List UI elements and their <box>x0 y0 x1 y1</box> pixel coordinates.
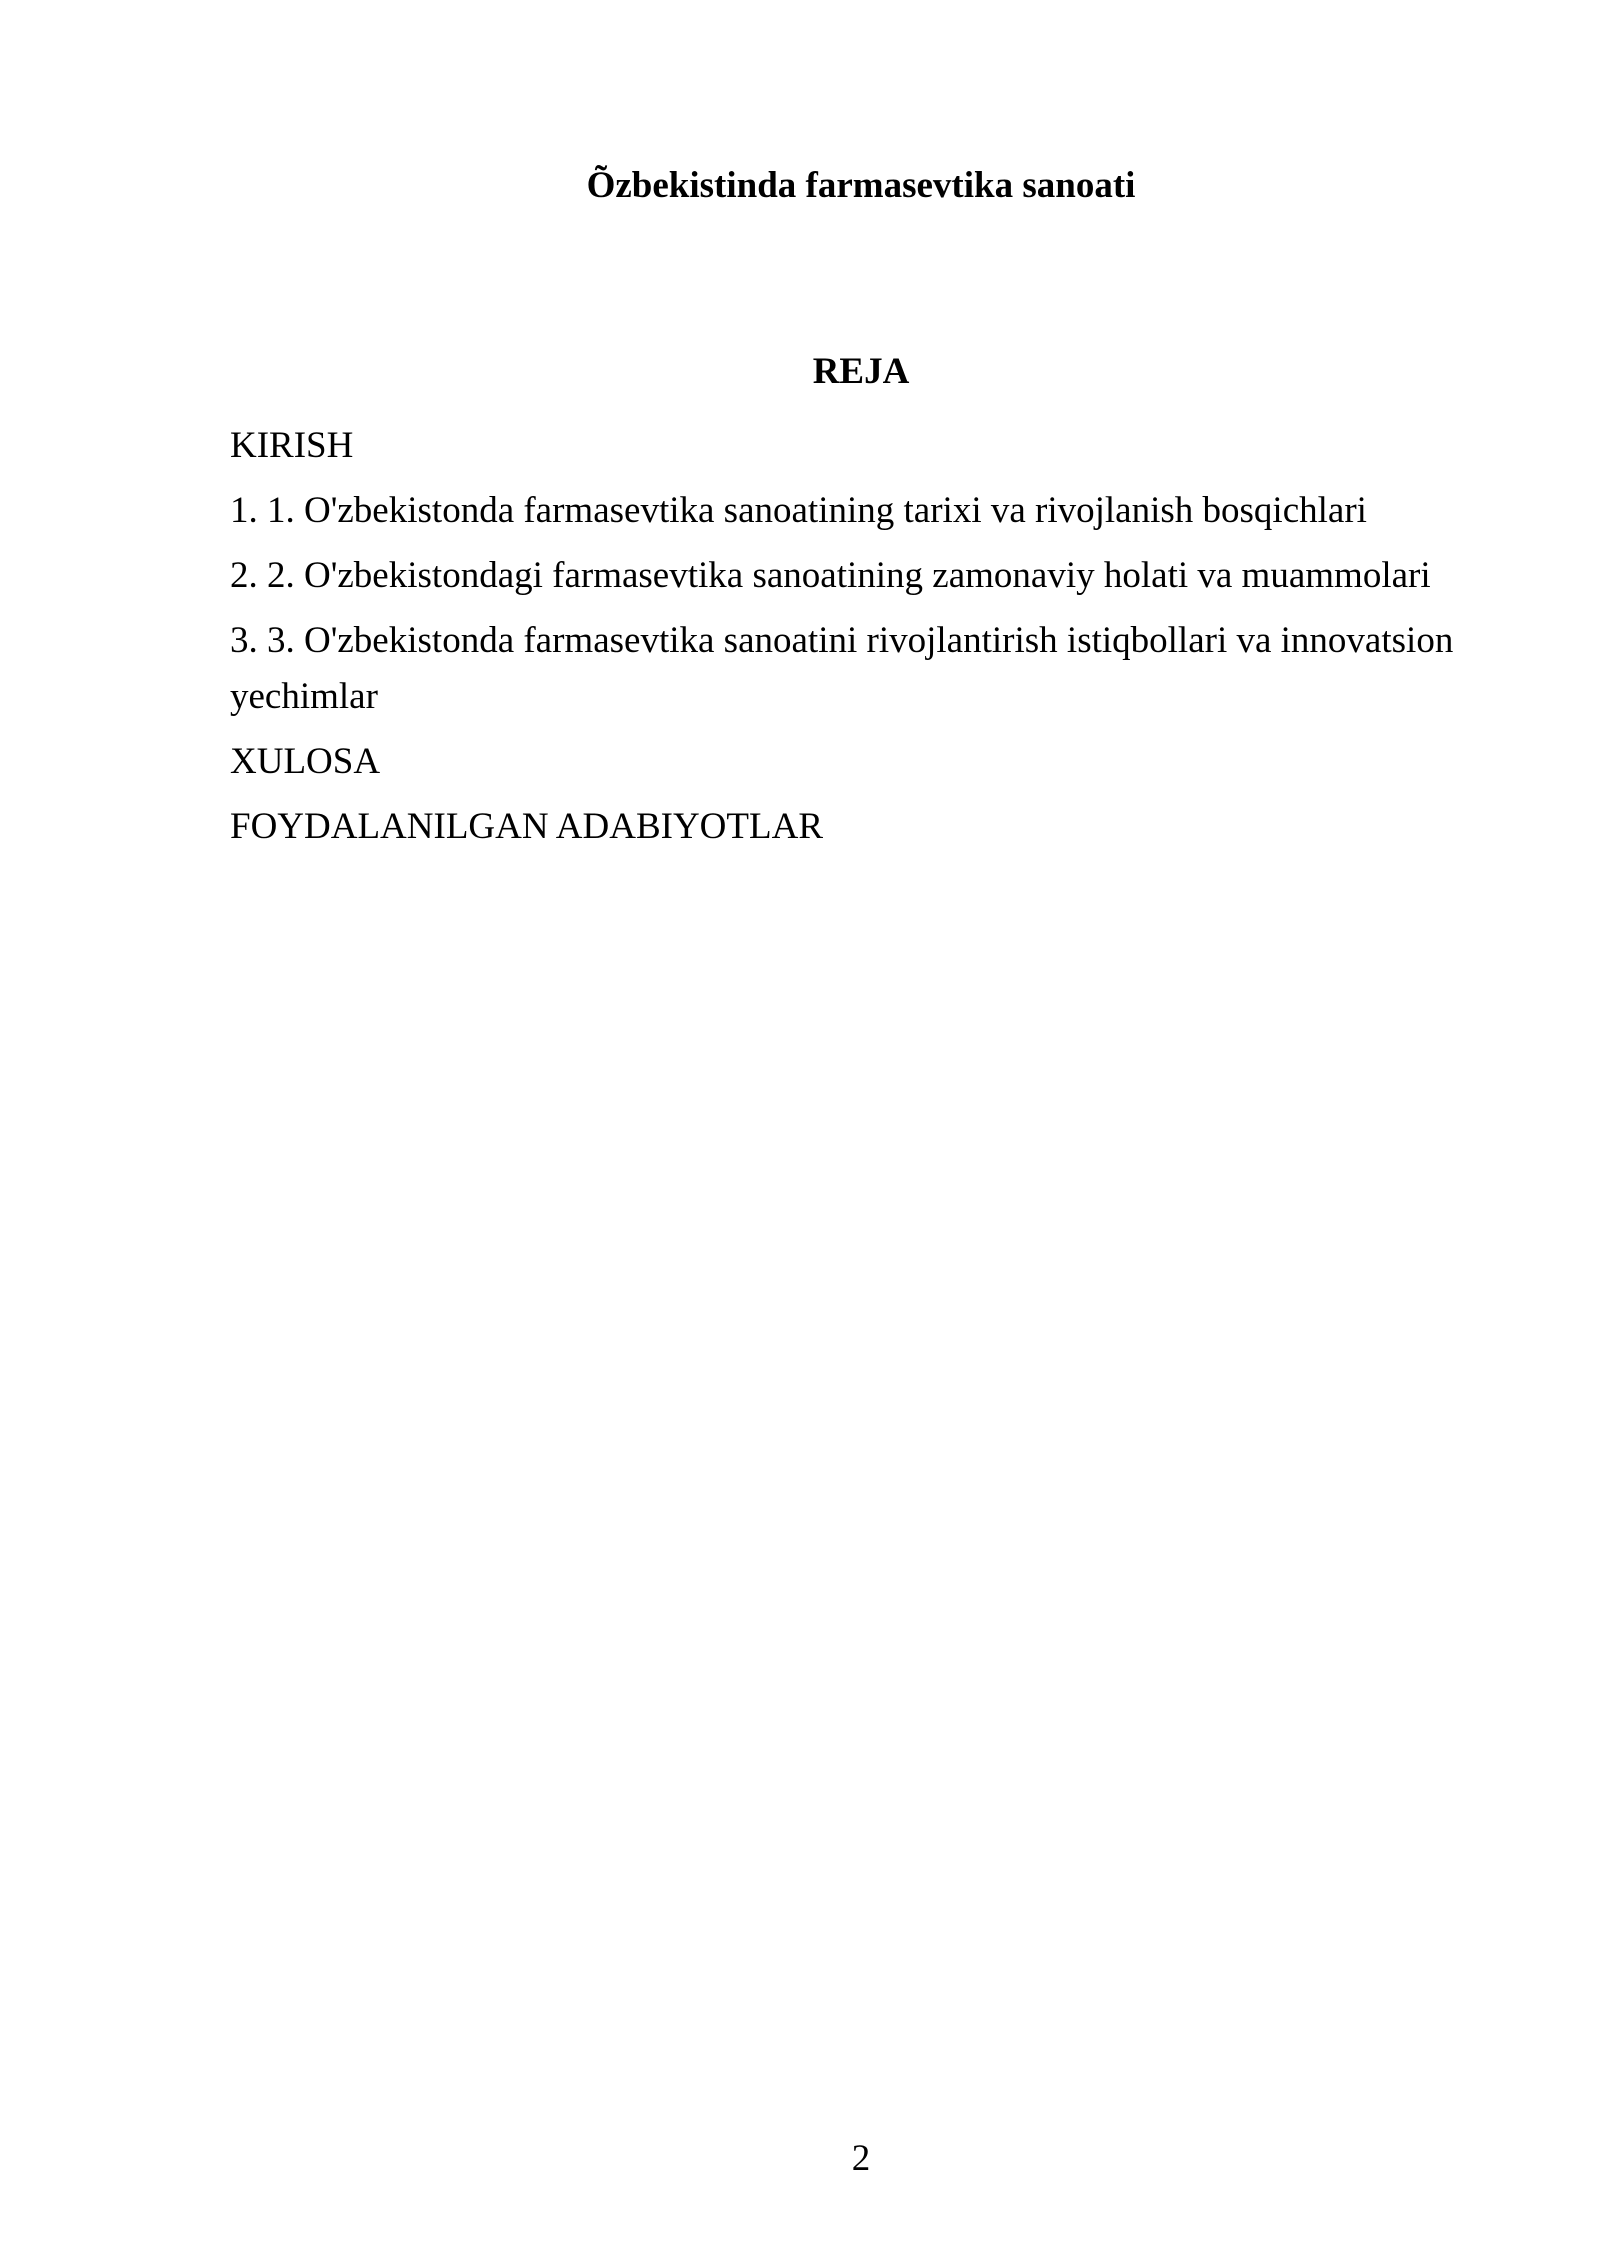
plan-item-chapter-1: 1. 1. O'zbekistonda farmasevtika sanoatining tarixi va rivojlanish bosqichlari <box>230 490 1367 531</box>
plan-list <box>230 418 1490 864</box>
document-title: Õzbekistinda farmasevtika sanoati <box>586 165 1136 206</box>
plan-item-chapter-3: 3. 3. O'zbekistonda farmasevtika sanoatini rivojlantirish istiqbollari va innovatsion yechimlar <box>230 620 1454 717</box>
plan-item-references: FOYDALANILGAN ADABIYOTLAR <box>230 806 823 847</box>
plan-item-conclusion: XULOSA <box>230 741 381 782</box>
plan-item-introduction: KIRISH <box>230 425 354 466</box>
page-number: 2 <box>851 2138 871 2179</box>
plan-item-chapter-2: 2. 2. O'zbekistondagi farmasevtika sanoatining zamonaviy holati va muammolari <box>230 555 1431 596</box>
plan-heading: REJA <box>812 351 910 392</box>
